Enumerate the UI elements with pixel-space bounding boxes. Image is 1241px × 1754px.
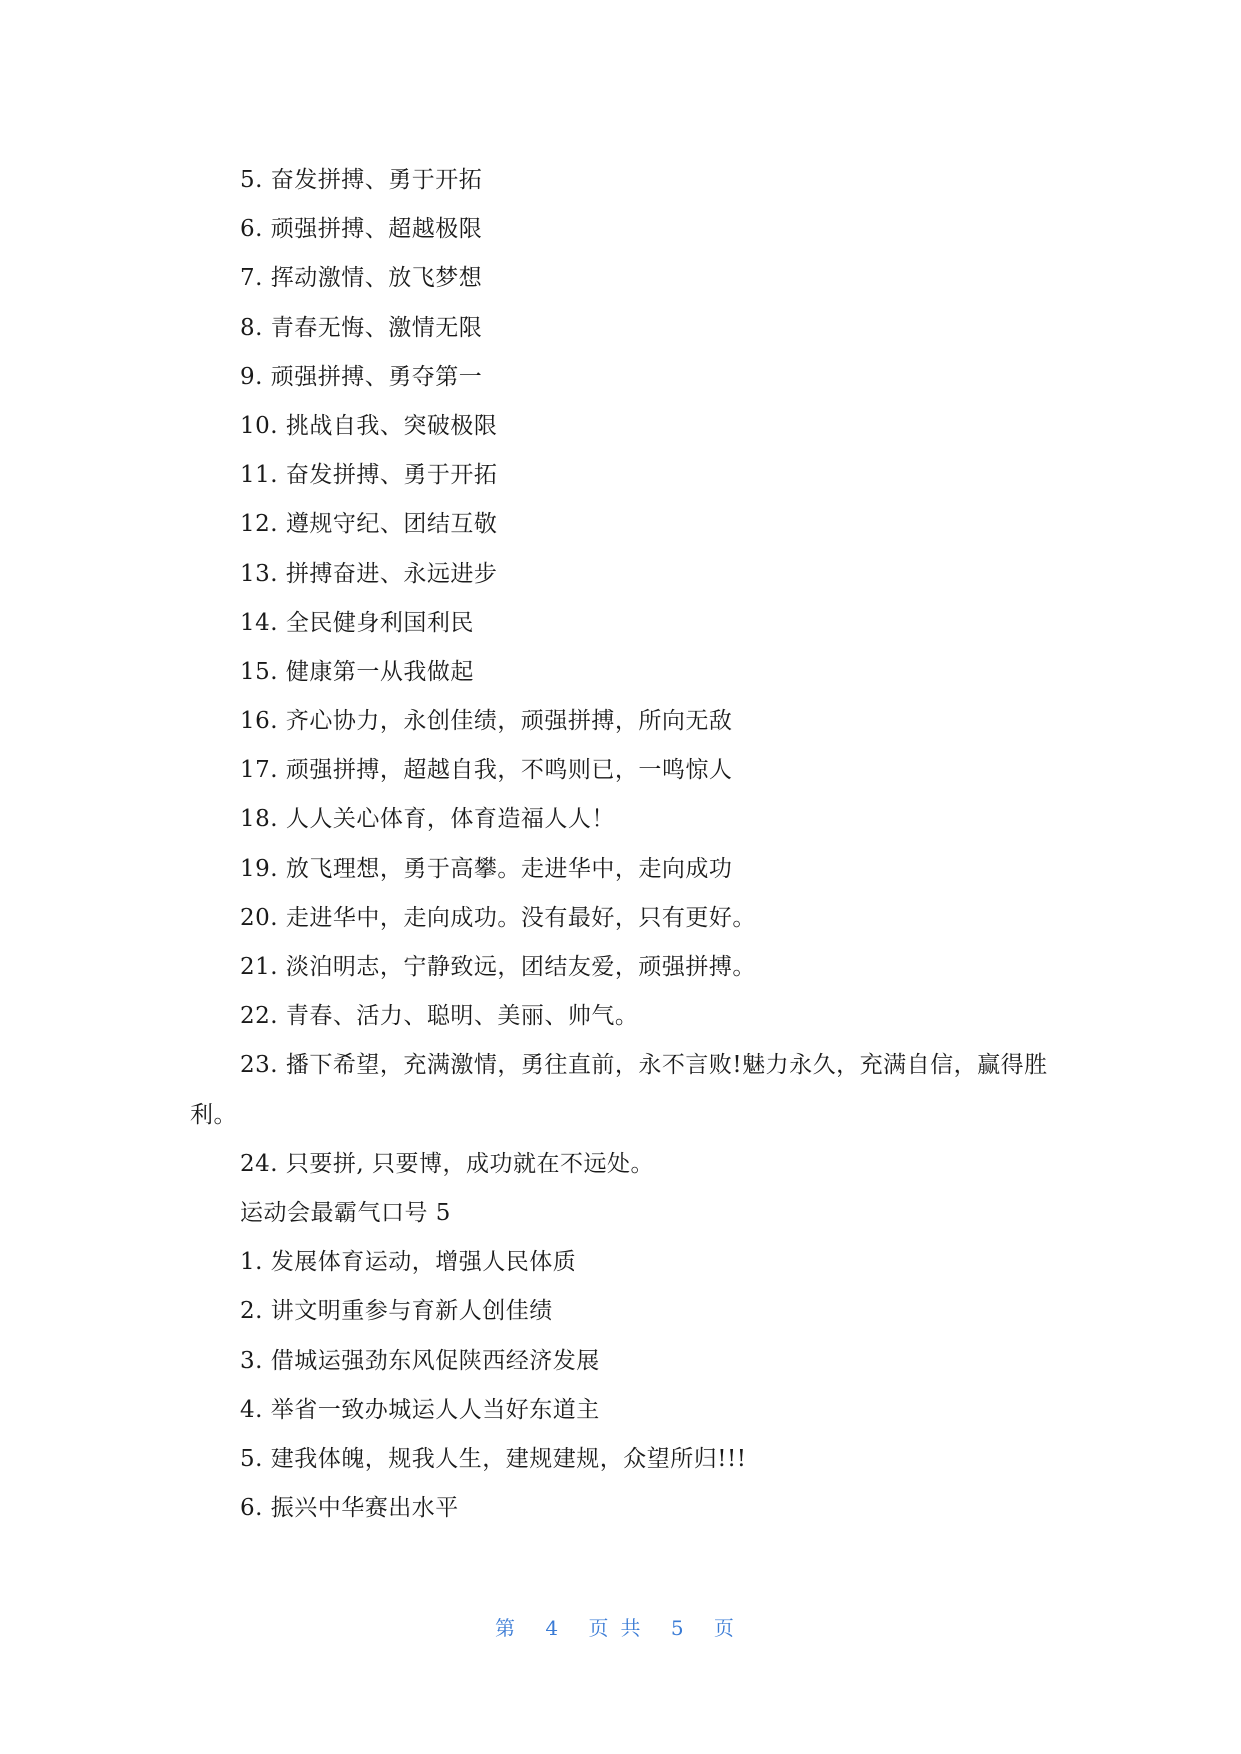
list-item: 5. 奋发拼搏、勇于开拓 [240, 167, 483, 193]
list-item: 16. 齐心协力，永创佳绩，顽强拼搏，所向无敌 [240, 708, 733, 735]
list-item: 21. 淡泊明志，宁静致远，团结友爱，顽强拼搏。 [240, 954, 756, 980]
list-item: 4. 举省一致办城运人人当好东道主 [240, 1396, 600, 1423]
list-item: 17. 顽强拼搏，超越自我，不鸣则已，一鸣惊人 [240, 757, 733, 784]
list-item: 7. 挥动激情、放飞梦想 [240, 265, 483, 292]
list-item: 6. 振兴中华赛出水平 [240, 1495, 459, 1522]
list-item: 1. 发展体育运动，增强人民体质 [240, 1249, 577, 1276]
list-item: 19. 放飞理想，勇于高攀。走进华中，走向成功 [240, 855, 733, 882]
document-body [0, 156, 1241, 1533]
list-item: 11. 奋发拼搏、勇于开拓 [240, 462, 498, 489]
list-item-wrapped: 23. 播下希望，充满激情，勇往直前，永不言败!魅力永久，充满自信，赢得胜利。 [190, 1052, 1048, 1128]
list-item: 8. 青春无悔、激情无限 [240, 314, 483, 341]
list-item: 3. 借城运强劲东风促陕西经济发展 [240, 1347, 600, 1374]
list-item: 13. 拼搏奋进、永远进步 [240, 560, 498, 587]
list-item: 15. 健康第一从我做起 [240, 658, 474, 685]
list-item: 24. 只要拼, 只要博，成功就在不远处。 [240, 1150, 655, 1177]
list-item: 20. 走进华中，走向成功。没有最好，只有更好。 [240, 904, 756, 931]
section-heading: 运动会最霸气口号 5 [240, 1199, 451, 1226]
page-footer: 第 4 页共 5 页 [495, 1616, 746, 1640]
list-item: 10. 挑战自我、突破极限 [240, 412, 498, 439]
list-item: 6. 顽强拼搏、超越极限 [240, 216, 483, 243]
list-item: 22. 青春、活力、聪明、美丽、帅气。 [240, 1003, 639, 1030]
list-item: 18. 人人关心体育，体育造福人人！ [240, 806, 615, 833]
list-item: 2. 讲文明重参与育新人创佳绩 [240, 1298, 553, 1325]
list-item: 12. 遵规守纪、团结互敬 [240, 511, 498, 538]
list-item: 5. 建我体魄，规我人生，建规建规，众望所归!!! [240, 1445, 747, 1472]
list-item: 14. 全民健身利国利民 [240, 609, 474, 636]
list-item: 9. 顽强拼搏、勇夺第一 [240, 363, 483, 390]
